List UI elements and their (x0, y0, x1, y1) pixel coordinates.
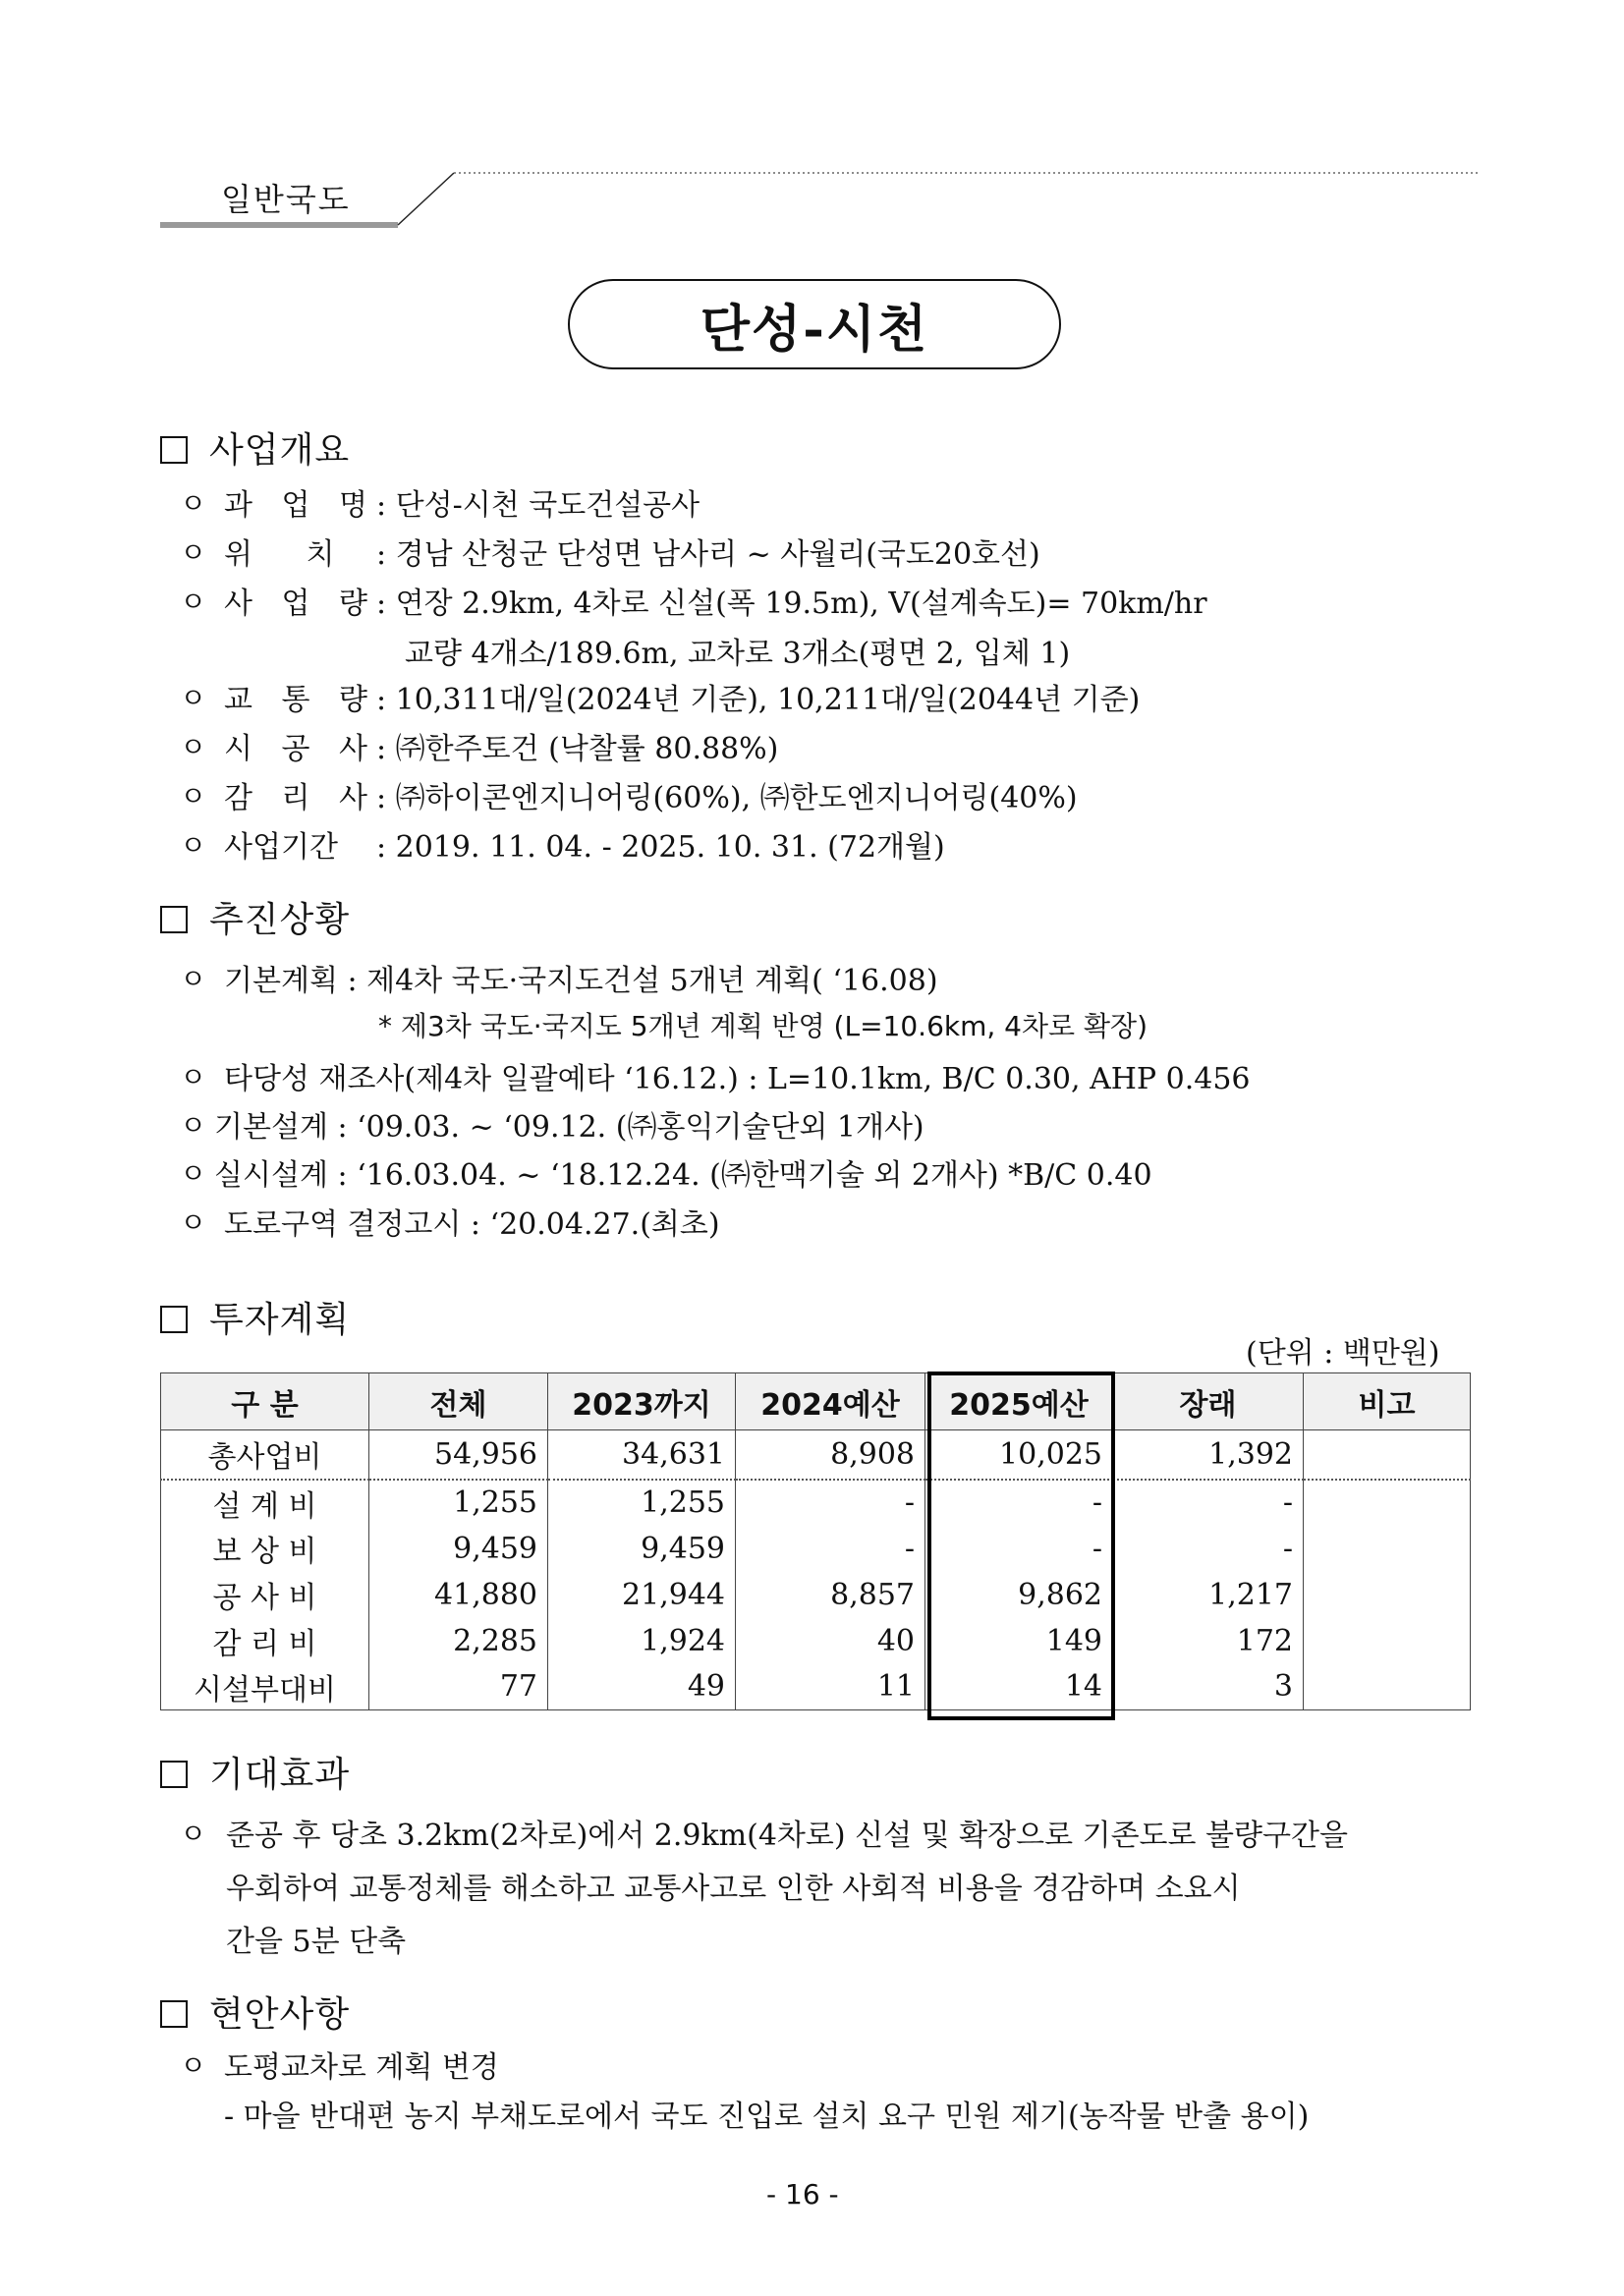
table-cell: 공 사 비 (161, 1572, 369, 1618)
circle-bullet-icon: ㅇ (180, 1818, 207, 1850)
square-icon (160, 1761, 188, 1788)
circle-bullet-icon: ㅇ (180, 829, 207, 862)
table-cell: 10,025 (925, 1430, 1113, 1480)
overview-item: 사업기간 : 2019. 11. 04. - 2025. 10. 31. (72개월) (224, 830, 945, 865)
table-header: 2024예산 (736, 1373, 925, 1430)
progress-item: 도로구역 결정고시 : ‘20.04.27.(최초) (224, 1207, 720, 1242)
table-cell: 172 (1113, 1618, 1304, 1664)
table-cell: 9,862 (925, 1572, 1113, 1618)
square-icon (160, 2000, 188, 2028)
table-row (161, 1526, 1471, 1572)
table-row (161, 1430, 1471, 1480)
table-cell: - (736, 1526, 925, 1572)
overview-item-continuation: 교량 4개소/189.6m, 교차로 3개소(평면 2, 입체 1) (405, 637, 1071, 671)
progress-item: 타당성 재조사(제4차 일괄예타 ‘16.12.) : L=10.1km, B/C 0.30, AHP 0.456 (224, 1062, 1251, 1096)
table-cell: 9,459 (548, 1526, 736, 1572)
investment-table (160, 1372, 1471, 1710)
table-header: 장래 (1113, 1373, 1304, 1430)
effect-line: 우회하여 교통정체를 해소하고 교통사고로 인한 사회적 비용을 경감하며 소요시 (226, 1872, 1241, 1906)
table-cell (1304, 1526, 1471, 1572)
table-row (161, 1618, 1471, 1664)
table-cell: 149 (925, 1618, 1113, 1664)
overview-item: 과 업 명: 단성-시천 국도건설공사 (224, 488, 700, 523)
section-heading-issues: 현안사항 (160, 1987, 350, 2037)
table-cell (1304, 1480, 1471, 1526)
table-cell: 8,908 (736, 1430, 925, 1480)
table-header: 전체 (369, 1373, 548, 1430)
table-cell: 1,255 (548, 1480, 736, 1526)
table-cell: 77 (369, 1664, 548, 1710)
circle-bullet-icon: ㅇ (180, 731, 207, 763)
table-cell: 감 리 비 (161, 1618, 369, 1664)
table-header: 구 분 (161, 1373, 369, 1430)
circle-bullet-icon: ㅇ (180, 1206, 207, 1239)
progress-item: 실시설계 : ‘16.03.04. ~ ‘18.12.24. (㈜한맥기술 외 2개사) *B/C 0.40 (214, 1158, 1152, 1193)
table-cell: 34,631 (548, 1430, 736, 1480)
circle-bullet-icon: ㅇ (180, 2049, 207, 2082)
circle-bullet-icon: ㅇ (180, 1061, 207, 1093)
table-row (161, 1664, 1471, 1710)
category-label: 일반국도 (221, 181, 351, 218)
table-cell: 40 (736, 1618, 925, 1664)
progress-item: 기본설계 : ‘09.03. ~ ‘09.12. (㈜홍익기술단외 1개사) (214, 1110, 924, 1145)
square-icon (160, 436, 188, 464)
table-cell: 14 (925, 1664, 1113, 1710)
page-number: - 16 - (766, 2178, 839, 2211)
table-cell: 9,459 (369, 1526, 548, 1572)
table-cell: 3 (1113, 1664, 1304, 1710)
issue-subitem: - 마을 반대편 농지 부채도로에서 국도 진입로 설치 요구 민원 제기(농작물 반출 용이) (224, 2100, 1310, 2134)
table-cell: 1,217 (1113, 1572, 1304, 1618)
table-cell: 11 (736, 1664, 925, 1710)
table-cell: 49 (548, 1664, 736, 1710)
table-cell (1304, 1664, 1471, 1710)
table-cell: 보 상 비 (161, 1526, 369, 1572)
table-cell: 41,880 (369, 1572, 548, 1618)
table-cell: 21,944 (548, 1572, 736, 1618)
circle-bullet-icon: ㅇ (180, 682, 207, 714)
circle-bullet-icon: ㅇ (180, 963, 207, 995)
progress-item: 기본계획 : 제4차 국도·국지도건설 5개년 계획( ‘16.08) (224, 964, 938, 998)
table-cell: - (925, 1526, 1113, 1572)
square-icon (160, 906, 188, 933)
overview-item: 시 공 사: ㈜한주토건 (낙찰률 80.88%) (224, 732, 779, 766)
table-header: 2023까지 (548, 1373, 736, 1430)
unit-label: (단위 : 백만원) (1246, 1336, 1440, 1371)
overview-item: 감 리 사: ㈜하이콘엔지니어링(60%), ㈜한도엔지니어링(40%) (224, 781, 1078, 815)
overview-item: 사 업 량: 연장 2.9km, 4차로 신설(폭 19.5m), V(설계속도)= 70km/hr (224, 587, 1207, 621)
table-header: 비고 (1304, 1373, 1471, 1430)
table-cell: - (1113, 1526, 1304, 1572)
table-cell: 총사업비 (161, 1430, 369, 1480)
table-cell: - (736, 1480, 925, 1526)
table-cell: 54,956 (369, 1430, 548, 1480)
table-cell: 1,392 (1113, 1430, 1304, 1480)
overview-item: 교 통 량: 10,311대/일(2024년 기준), 10,211대/일(2044년 기준) (224, 683, 1141, 717)
table-cell (1304, 1572, 1471, 1618)
section-heading-investment: 투자계획 (160, 1292, 350, 1342)
table-cell: 2,285 (369, 1618, 548, 1664)
effect-line: 준공 후 당초 3.2km(2차로)에서 2.9km(4차로) 신설 및 확장으로 기존도로 불량구간을 (226, 1819, 1348, 1853)
section-heading-overview: 사업개요 (160, 422, 350, 473)
table-cell: 1,924 (548, 1618, 736, 1664)
table-row (161, 1480, 1471, 1526)
table-header-row (161, 1373, 1471, 1430)
table-cell: 8,857 (736, 1572, 925, 1618)
section-heading-effect: 기대효과 (160, 1747, 350, 1797)
overview-item: 위 치 : 경남 산청군 단성면 남사리 ~ 사월리(국도20호선) (224, 537, 1040, 572)
circle-bullet-icon: ㅇ (180, 487, 207, 520)
square-icon (160, 1306, 188, 1333)
title-box (568, 279, 1061, 369)
page-title: 단성-시천 (700, 299, 929, 360)
circle-bullet-icon: ㅇ (180, 1109, 207, 1142)
table-cell: 시설부대비 (161, 1664, 369, 1710)
section-heading-progress: 추진상황 (160, 892, 350, 942)
circle-bullet-icon: ㅇ (180, 586, 207, 618)
table-cell: - (1113, 1480, 1304, 1526)
table-cell (1304, 1618, 1471, 1664)
table-header: 2025예산 (925, 1373, 1113, 1430)
circle-bullet-icon: ㅇ (180, 780, 207, 812)
circle-bullet-icon: ㅇ (180, 1157, 207, 1190)
progress-note: * 제3차 국도·국지도 5개년 계획 반영 (L=10.6km, 4차로 확장) (378, 1010, 1148, 1042)
table-cell: 1,255 (369, 1480, 548, 1526)
table-cell: 설 계 비 (161, 1480, 369, 1526)
table-row (161, 1572, 1471, 1618)
effect-line: 간을 5분 단축 (226, 1925, 407, 1959)
circle-bullet-icon: ㅇ (180, 536, 207, 569)
issue-item: 도평교차로 계획 변경 (224, 2050, 499, 2085)
table-cell: - (925, 1480, 1113, 1526)
table-cell (1304, 1430, 1471, 1480)
